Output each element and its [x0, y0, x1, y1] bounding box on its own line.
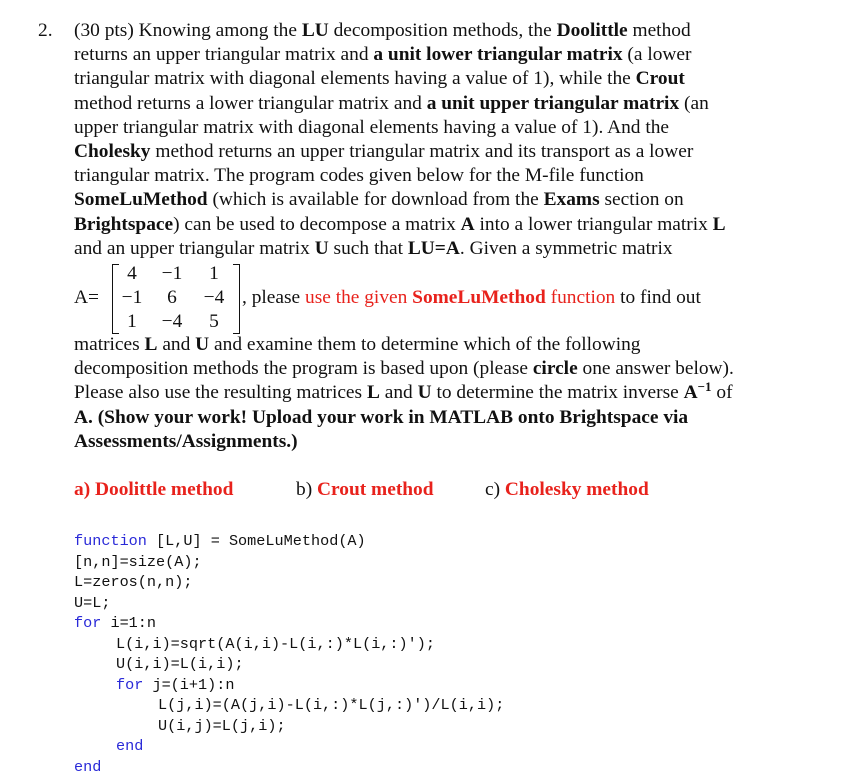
text-segment: function: [545, 287, 616, 308]
code-keyword: function: [74, 532, 147, 550]
code-line-12: end: [74, 758, 102, 776]
text-segment: Assessments/Assignments.): [74, 430, 298, 452]
text-segment: (an: [679, 92, 709, 114]
text-segment: L: [712, 213, 726, 235]
text-segment: method returns an upper triangular matrix and its transport as a lower: [150, 141, 694, 162]
matrix-right-bracket: [233, 264, 240, 334]
text-segment: to determine the matrix inverse: [431, 382, 684, 404]
text-line: [74, 19, 691, 43]
text-line: [74, 406, 688, 430]
code-line-11: end: [116, 737, 144, 755]
text-line: [74, 381, 733, 405]
text-line: [74, 213, 726, 237]
matrix-cell: −1: [161, 263, 183, 284]
matrix-label: A=: [74, 287, 99, 308]
text-segment: matrices: [74, 334, 145, 355]
text-segment: L: [366, 382, 380, 404]
text-segment: Crout: [635, 68, 685, 90]
text-segment: a unit lower triangular matrix: [373, 44, 623, 66]
text-segment: A: [460, 213, 475, 235]
text-segment: U: [417, 382, 432, 404]
text-segment: into a lower triangular matrix: [474, 213, 713, 235]
text-segment: LU=A: [407, 237, 460, 259]
matrix-cell: 6: [167, 287, 177, 308]
text-segment: (30 pts) Knowing among the: [74, 20, 302, 41]
text-segment: SomeLuMethod: [74, 189, 208, 211]
code-line-4: U=L;: [74, 594, 111, 612]
text-segment: Doolittle: [556, 20, 628, 41]
matrix-cell: −4: [161, 311, 183, 332]
code-line-9: L(j,i)=(A(j,i)-L(i,:)*L(j,:)')/L(i,i);: [158, 696, 505, 714]
choice-a[interactable]: [74, 478, 233, 502]
code-line-8: [116, 675, 234, 696]
text-line: [74, 92, 709, 116]
choice-b-prefix: b): [296, 479, 318, 500]
text-segment: section on: [599, 189, 684, 211]
text-segment: U: [195, 334, 210, 355]
choice-a-label: a) Doolittle method: [74, 479, 234, 500]
matrix-cell: 1: [127, 311, 137, 332]
text-segment: circle: [532, 358, 578, 380]
question-number: 2.: [38, 20, 53, 41]
code-line-5: [74, 613, 156, 634]
matrix-cell: 1: [209, 263, 219, 284]
text-segment: A. (Show your work! Upload your work in MATLAB onto Brightspace via: [74, 406, 689, 428]
text-segment: such that: [328, 237, 408, 259]
choice-c[interactable]: [485, 478, 649, 502]
text-segment: −1: [697, 379, 712, 395]
text-segment: Please also use the resulting matrices: [74, 382, 367, 404]
text-line: [74, 140, 693, 164]
code-line-6: L(i,i)=sqrt(A(i,i)-L(i,:)*L(i,:)');: [116, 635, 435, 653]
text-segment: method returns a lower triangular matrix and: [74, 92, 427, 114]
code-line-2: [n,n]=size(A);: [74, 553, 202, 571]
code-line-7: U(i,i)=L(i,i);: [116, 655, 244, 673]
choice-c-prefix: c): [485, 479, 505, 500]
text-segment: and: [157, 334, 196, 355]
code-keyword: for: [116, 676, 144, 694]
text-line: [74, 188, 684, 212]
text-segment: triangular matrix. The program codes given below for the M-file function: [74, 165, 644, 187]
text-segment: upper triangular matrix with diagonal elements having a value of 1). And the: [74, 116, 670, 138]
text-segment: Brightspace: [74, 213, 174, 235]
text-segment: and: [379, 382, 418, 404]
after-matrix-text: [242, 286, 701, 310]
text-line: [74, 116, 669, 140]
choice-b-label: Crout method: [317, 479, 434, 500]
code-line-1: [74, 531, 366, 552]
text-segment: of: [711, 382, 733, 404]
matrix-cell: −4: [203, 287, 225, 308]
text-segment: to find out: [615, 287, 701, 308]
text-segment: use the given: [305, 287, 413, 308]
matrix-cell: 4: [127, 263, 137, 284]
text-segment: (a lower: [622, 44, 692, 66]
text-segment: decomposition methods the program is based upon (please: [74, 358, 533, 380]
text-segment: returns an upper triangular matrix and: [74, 44, 374, 66]
text-segment: LU: [301, 20, 329, 41]
text-line: [74, 164, 644, 188]
text-line: [74, 333, 641, 357]
text-segment: A: [683, 382, 698, 404]
text-line: [74, 67, 685, 91]
code-line-10: U(i,j)=L(j,i);: [158, 717, 286, 735]
text-segment: SomeLuMethod: [412, 287, 546, 308]
text-segment: . Given a symmetric matrix: [459, 237, 673, 259]
text-line: [74, 430, 298, 454]
code-text: j=(i+1):n: [143, 676, 235, 694]
text-segment: Cholesky: [74, 141, 151, 162]
text-segment: ) can be used to decompose a matrix: [173, 213, 461, 235]
text-segment: method: [627, 20, 691, 41]
choice-b[interactable]: [296, 478, 434, 502]
text-segment: L: [144, 334, 158, 355]
matrix-cell: 5: [209, 311, 219, 332]
text-segment: , please: [242, 287, 305, 308]
text-segment: (which is available for download from the: [207, 189, 544, 211]
text-segment: a unit upper triangular matrix: [426, 92, 680, 114]
text-line: [74, 237, 673, 261]
code-text: i=1:n: [101, 614, 157, 632]
code-keyword: for: [74, 614, 102, 632]
text-segment: decomposition methods, the: [328, 20, 557, 41]
text-segment: Exams: [543, 189, 600, 211]
text-segment: and examine them to determine which of the following: [209, 334, 641, 355]
text-segment: one answer below).: [577, 358, 734, 380]
text-segment: U: [314, 237, 329, 259]
choice-c-label: Cholesky method: [504, 479, 649, 500]
matrix-cell: −1: [121, 287, 143, 308]
text-line: [74, 357, 734, 381]
text-segment: triangular matrix with diagonal elements having a value of 1), while the: [74, 68, 636, 90]
code-text: [L,U] = SomeLuMethod(A): [146, 532, 366, 550]
text-line: [74, 43, 692, 67]
code-line-3: L=zeros(n,n);: [74, 573, 193, 591]
text-segment: and an upper triangular matrix: [74, 237, 315, 259]
